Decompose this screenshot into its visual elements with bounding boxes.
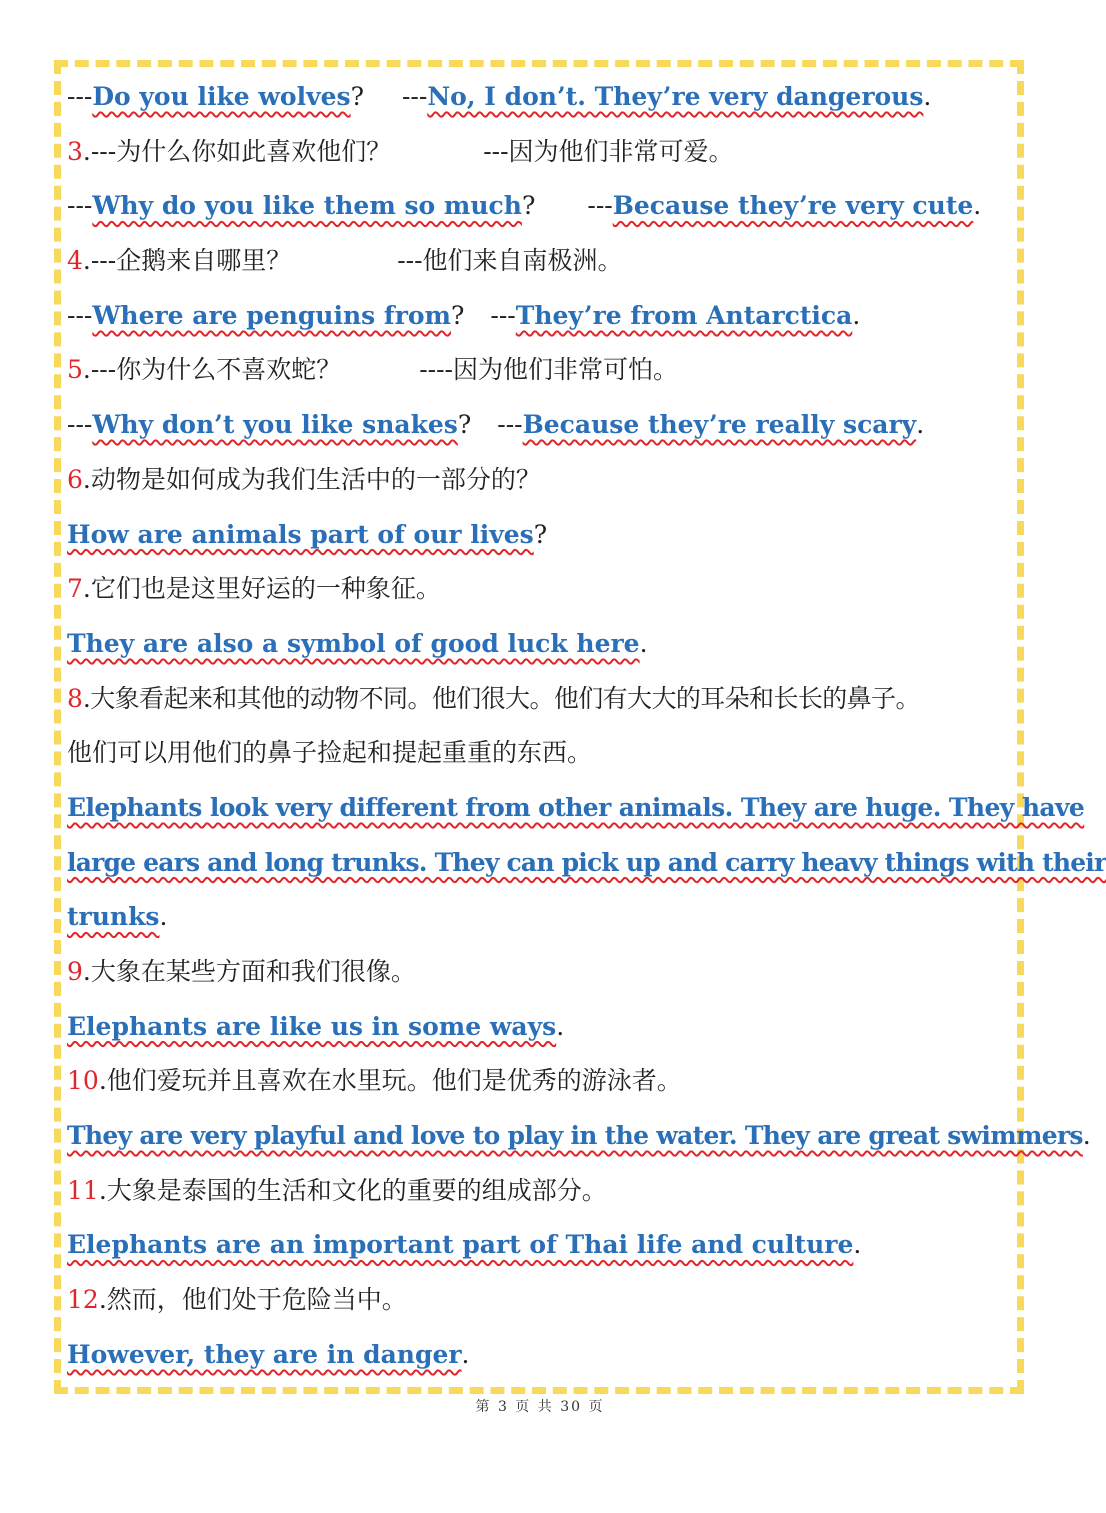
answer-line-11: Elephants are an important part of Thai life and culture. [67,1230,862,1260]
question-zh: .---企鹅来自哪里？ [82,246,292,276]
question-line-5 [67,343,1017,398]
question-line-6 [67,453,1017,508]
question-line-11 [67,1164,1017,1219]
question-number: 6 [67,464,83,494]
answer-en: No, I don’t. They’re very dangerous [427,82,924,111]
answer-en: They are also a symbol of good luck here [67,628,640,658]
answer-en: They’re from Antarctica [515,300,853,330]
question-number: 5 [67,355,83,385]
answer-zh: ----因为他们非常可怕。 [419,355,678,385]
question-zh: .大象是泰国的生活和文化的重要的组成部分。 [98,1175,607,1205]
question-number: 11 [67,1175,99,1205]
answer-en: trunks [67,902,160,932]
question-zh: .---为什么你如此喜欢他们？ [82,136,392,166]
answer-line-12: However, they are in danger. [67,1339,470,1369]
question-en: Do you like wolves [92,82,351,111]
question-zh: .大象看起来和其他的动物不同。他们很大。他们有大大的耳朵和长长的鼻子。 [82,683,920,713]
question-line-3 [67,125,1017,180]
question-en: Where are penguins from [92,300,451,330]
answer-line-2: ---Do you like wolves? ---No, I don’t. They’re very dangerous. [67,82,932,111]
question-line-10 [67,1054,1017,1109]
answer-en: How are animals part of our lives [67,519,534,549]
answer-line-7: They are also a symbol of good luck here. [67,628,648,658]
question-zh: 他们可以用他们的鼻子捡起和提起重重的东西。 [67,738,593,768]
page-footer: 第 3 页 共 30 页 [475,1399,605,1415]
question-line-8 [67,672,1017,727]
question-zh: .然而，他们处于危险当中。 [98,1285,407,1315]
question-number: 12 [67,1285,99,1315]
question-zh: .---你为什么不喜欢蛇？ [82,355,342,385]
answer-en: However, they are in danger [67,1339,462,1369]
answer-line-4: ---Where are penguins from? ---They’re from Antarctica. [67,300,861,330]
answer-en: Because they’re very cute [612,191,974,221]
question-number: 4 [67,246,83,276]
answer-en: Elephants are like us in some ways [67,1011,557,1041]
answer-en: large ears and long trunks. They can pick up and carry heavy things with their [67,847,1106,877]
question-zh: .动物是如何成为我们生活中的一部分的？ [82,464,541,494]
question-zh: .它们也是这里好运的一种象征。 [82,574,441,604]
answer-line-8c: trunks. [67,902,168,932]
answer-line-3: ---Why do you like them so much? ---Because they’re very cute. [67,191,982,221]
question-en: Why do you like them so much [92,191,522,221]
answer-zh: ---他们来自南极洲。 [397,246,623,276]
question-line-8-cont [67,726,1017,781]
question-zh: .他们爱玩并且喜欢在水里玩。他们是优秀的游泳者。 [98,1066,682,1096]
question-en: Why don’t you like snakes [92,410,458,440]
question-number: 3 [67,136,83,166]
answer-line-9: Elephants are like us in some ways. [67,1011,565,1041]
question-zh: .大象在某些方面和我们很像。 [82,957,416,986]
answer-line-8a [67,781,1085,836]
question-number: 8 [67,683,83,713]
answer-line-5: ---Why don’t you like snakes? ---Because they’re really scary. [67,410,925,440]
question-number: 7 [67,574,83,604]
question-number: 9 [67,957,83,986]
question-line-9 [67,945,1017,1000]
answer-en: Elephants are an important part of Thai life and culture [67,1230,854,1260]
question-line-7 [67,562,1017,617]
answer-line-8b [67,836,1106,891]
answer-line-6: How are animals part of our lives? [67,519,548,549]
answer-en: Elephants look very different from other animals. They are huge. They have [67,792,1085,822]
answer-line-10: They are very playful and love to play in the water. They are great swimmers. [67,1121,1091,1151]
question-line-12 [67,1273,1017,1328]
answer-en: They are very playful and love to play in the water. They are great swimmers [67,1121,1083,1151]
answer-en: Because they’re really scary [522,410,917,440]
question-number: 10 [67,1066,99,1096]
page-content [67,70,1106,1383]
question-line-4 [67,234,1017,289]
answer-zh: ---因为他们非常可爱。 [483,136,734,166]
